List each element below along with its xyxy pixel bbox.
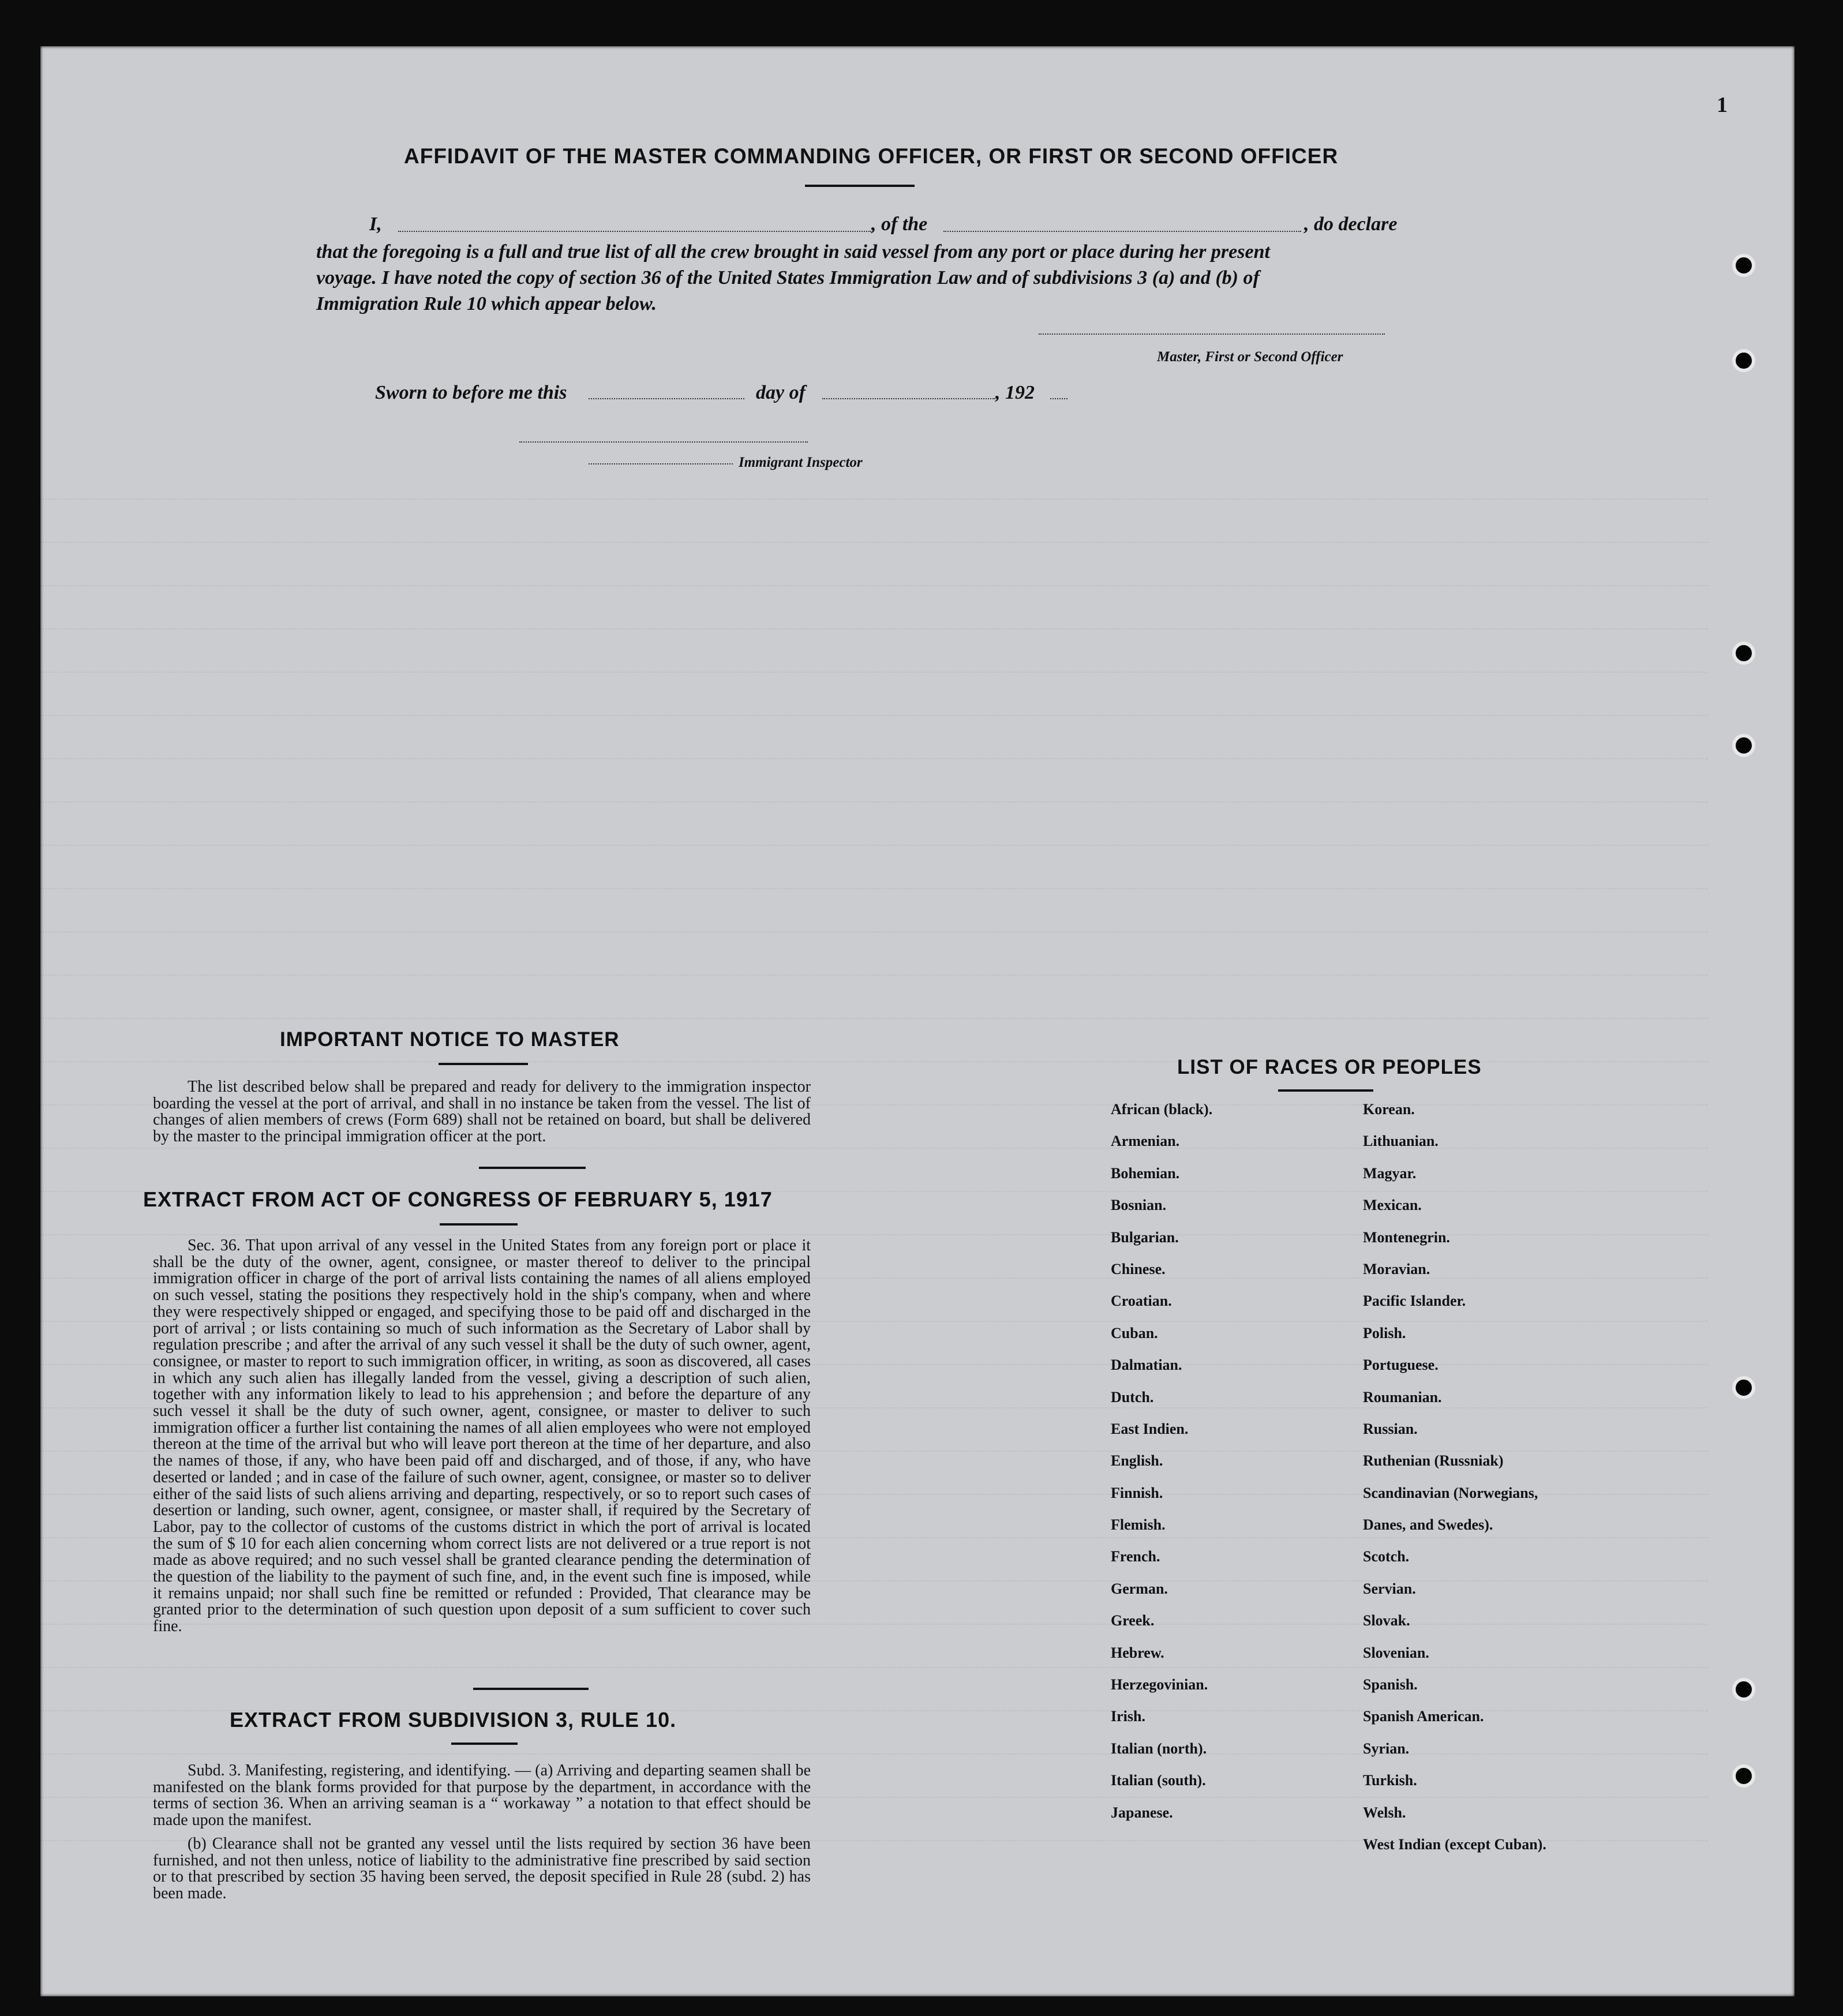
race-item: Slovenian. [1363,1644,1429,1661]
race-item: African (black). [1111,1101,1213,1118]
binder-hole [1732,734,1755,757]
affidavit-line-3: voyage. I have noted the copy of section 36 of the United States Immigration Law and of subdivisions 3 (a) and (b) of [316,267,1260,288]
bleed-through-row [35,912,1708,932]
race-item: Roumanian. [1363,1388,1442,1406]
binder-hole [1732,642,1755,665]
race-item: Japanese. [1111,1804,1173,1821]
race-item: Portuguese. [1363,1357,1439,1374]
binder-hole [1732,1376,1755,1399]
affidavit-title-rule [805,185,915,187]
inspector-signature-blank-2[interactable] [589,463,733,464]
race-item: Flemish. [1111,1516,1166,1534]
page-number: 1 [1717,93,1728,117]
bleed-through-row [35,565,1708,586]
affidavit-line-2: that the foregoing is a full and true list of all the crew brought in said vessel from any port or place during her present [316,241,1270,263]
sworn-day-blank[interactable] [589,398,744,399]
race-item: French. [1111,1548,1160,1565]
race-item: Lithuanian. [1363,1133,1439,1150]
race-item: Italian (south). [1111,1772,1206,1789]
race-item: Servian. [1363,1580,1416,1597]
bleed-through-row [35,609,1708,629]
race-item: Welsh. [1363,1804,1406,1821]
race-item: Korean. [1363,1101,1415,1118]
races-right-column [1363,1102,1546,1869]
rule-extract-text-a: Subd. 3. Manifesting, registering, and identifying. — (a) Arriving and departing seamen shall be manifested on the blank forms provided for that purpose by the department, in accordance with the terms of section 36. When an arriving seaman is a “ workaway ” a notation to that effect should be made upon the manifest. [153,1762,811,1830]
day-of-label: day of [756,382,806,403]
bleed-through-row [35,652,1708,673]
bleed-through-row [35,782,1708,803]
notice-text: The list described below shall be prepared and ready for delivery to the immigration inspector boarding the vessel at the port of arrival, and shall in no instance be taken from the vessel. The list of changes of alien members of crews (Form 689) shall not be retained on board, but shall be delivered by the master to the principal immigration officer at the port. [153,1078,811,1146]
binder-hole [1732,349,1755,372]
affidavit-of-the: , of the [871,213,928,235]
master-caption: Master, First or Second Officer [1157,349,1343,365]
race-item: Hebrew. [1111,1644,1164,1661]
race-item: Spanish American. [1363,1708,1484,1725]
race-item: Mexican. [1363,1197,1422,1214]
race-item: East Indien. [1111,1420,1189,1437]
race-item: Italian (north). [1111,1740,1207,1757]
bleed-through-row [35,522,1708,543]
race-item: Danes, and Swedes). [1363,1516,1493,1534]
race-item: Ruthenian (Russniak) [1363,1452,1504,1470]
race-item: Slovak. [1363,1612,1410,1629]
sworn-label: Sworn to before me this [375,382,567,403]
inspector-caption: Immigrant Inspector [739,455,863,470]
bleed-through-row [35,825,1708,846]
bleed-through-row [35,479,1708,500]
sworn-month-blank[interactable] [822,398,995,399]
rule-extract-text-b: (b) Clearance shall not be granted any vessel until the lists required by section 36 have been furnished, and not then unless, notice of liability to the administrative fine prescribed by said section or to that prescribed by section 35 having been served, the deposit specified in Rule 28 (subd. 2) has been made. [153,1835,811,1903]
race-item: Syrian. [1363,1740,1410,1757]
notice-title-rule [439,1063,528,1065]
inspector-signature-blank[interactable] [519,441,808,443]
race-item: Scotch. [1363,1548,1410,1565]
races-title: LIST OF RACES OR PEOPLES [1177,1056,1482,1078]
race-item: Spanish. [1363,1676,1418,1693]
affidavit-i: I, [369,213,382,235]
notice-bottom-rule [479,1167,586,1169]
binder-hole [1732,254,1755,277]
race-item: Russian. [1363,1420,1418,1437]
race-item: Turkish. [1363,1772,1417,1789]
act-extract-bottom-rule [473,1688,589,1690]
race-item: West Indian (except Cuban). [1363,1835,1546,1853]
master-signature-blank[interactable] [1039,333,1385,335]
race-item: Magyar. [1363,1164,1417,1182]
race-item: Irish. [1111,1708,1145,1725]
sworn-year-blank[interactable] [1050,398,1067,399]
race-item: Chinese. [1111,1260,1166,1277]
race-item: Montenegrin. [1363,1228,1450,1246]
race-item: Croatian. [1111,1292,1172,1310]
binder-hole [1732,1764,1755,1788]
bleed-through-row [35,695,1708,716]
notice-title: IMPORTANT NOTICE TO MASTER [280,1028,620,1051]
race-item: Greek. [1111,1612,1155,1629]
race-item: Moravian. [1363,1260,1430,1277]
bleed-through-row [35,868,1708,889]
race-item: Finnish. [1111,1484,1163,1501]
race-item: Bosnian. [1111,1197,1167,1214]
affidavit-line-4: Immigration Rule 10 which appear below. [316,293,657,314]
race-item: Armenian. [1111,1133,1180,1150]
races-left-column [1111,1102,1212,1837]
vessel-name-blank[interactable] [943,231,1301,232]
bleed-through-row [35,739,1708,759]
bleed-through-row [35,955,1708,976]
bleed-through-row [35,998,1708,1019]
race-item: Dalmatian. [1111,1357,1182,1374]
affidavit-declare: , do declare [1304,213,1398,235]
rule-extract-title: EXTRACT FROM SUBDIVISION 3, RULE 10. [230,1708,677,1732]
race-item: Dutch. [1111,1388,1154,1406]
act-extract-title-rule [440,1223,518,1226]
race-item: Scandinavian (Norwegians, [1363,1484,1538,1501]
rule-extract-title-rule [451,1743,518,1745]
affidavit-title: AFFIDAVIT OF THE MASTER COMMANDING OFFICER, OR FIRST OR SECOND OFFICER [404,144,1339,168]
act-extract-title: EXTRACT FROM ACT OF CONGRESS OF FEBRUARY 5, 1917 [143,1187,773,1211]
act-extract-text: Sec. 36. That upon arrival of any vessel in the United States from any foreign port or place it shall be the duty of the owner, agent, consignee, or master thereof to deliver to the principal immigration officer in charge of the port of arrival lists containing the names of all aliens employed on such vessel, stating the positions they respectively hold in the ship's company, when and where they were respectively shipped or engaged, and specifying those to be paid off and discharged in the port of arrival ; or lists containing so much of such information as the Secretary of Labor shall by regulation prescribe ; and after the arrival of any such vessel it shall be the duty of such owner, agent, consignee, or master to report to such immigration officer, in writing, as soon as discovered, all cases in which any such alien has illegally landed from the vessel, giving a description of such alien, together with any information likely to lead to his apprehension ; and before the departure of any such vessel it shall be the duty of such owner, agent, consignee, or master to deliver to such immigration officer a further list containing the names of all alien employees who were not employed thereon at the time of the arrival but who will leave port thereon at the time of her departure, and also the names of those, if any, who have been paid off and discharged, and of those, if any, who have deserted or landed ; and in case of the failure of such owner, agent, consignee, or master so to deliver either of the said lists of such aliens arriving and departing, respectively, or so to report such cases of desertion or landing, such owner, agent, consignee, or master shall, if required by the Secretary of Labor, pay to the collector of customs of the customs district in which the port of arrival is located the sum of $ 10 for each alien concerning whom correct lists are not delivered or a true report is not made as above required; and no such vessel shall be granted clearance pending the determination of the question of the liability to the payment of such fine, and, in the event such fine is imposed, while it remains unpaid; nor shall such fine be remitted or refunded : Provided, That clearance may be granted prior to the determination of such question upon deposit of a sum sufficient to cover such fine. [153,1236,811,1636]
race-item: Herzegovinian. [1111,1676,1208,1693]
race-item: Cuban. [1111,1324,1158,1341]
races-title-rule [1278,1089,1373,1092]
race-item: English. [1111,1452,1163,1470]
race-item: German. [1111,1580,1168,1597]
binder-hole [1732,1678,1755,1701]
race-item: Pacific Islander. [1363,1292,1466,1310]
year-label: , 192 [995,382,1035,403]
race-item: Bohemian. [1111,1164,1180,1182]
officer-name-blank[interactable] [398,231,871,232]
race-item: Bulgarian. [1111,1228,1179,1246]
race-item: Polish. [1363,1324,1406,1341]
